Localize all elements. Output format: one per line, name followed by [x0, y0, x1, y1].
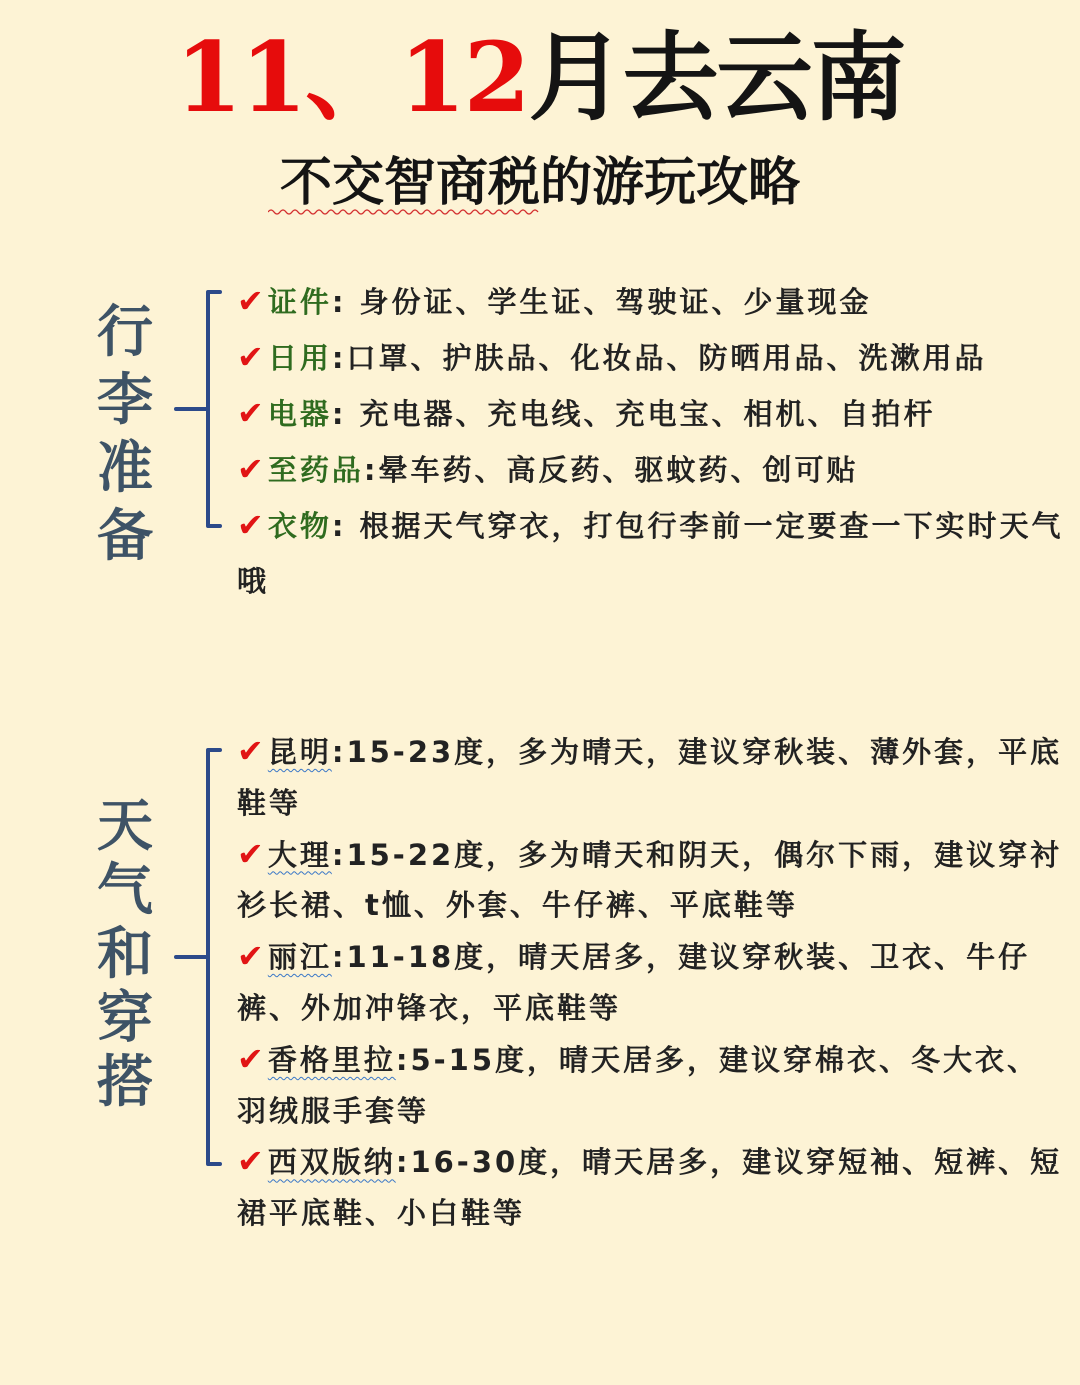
list-item: [237, 386, 1067, 442]
item-separator: :: [331, 509, 347, 543]
item-text: 5-15度，晴天居多，建议穿棉衣、冬大衣、羽绒服手套等: [237, 1042, 1040, 1128]
section-label-weather: [92, 793, 158, 1115]
item-key: 衣物: [267, 509, 332, 543]
check-mark-icon: ✔: [237, 732, 264, 770]
title-black-part: 月去云南: [528, 21, 905, 134]
item-text: 身份证、学生证、驾驶证、少量现金: [346, 285, 872, 319]
check-mark-icon: ✔: [237, 338, 264, 376]
section-label-char: 天: [97, 793, 153, 859]
subtitle-wavy-underline: [268, 208, 540, 216]
item-key: 昆明: [267, 735, 332, 769]
section-label-char: 备: [97, 503, 153, 569]
list-item: [237, 1136, 1067, 1239]
item-key: 至药品: [267, 453, 364, 487]
item-text: 口罩、护肤品、化妆品、防晒用品、洗漱用品: [346, 341, 987, 375]
list-item: [237, 1034, 1067, 1137]
section-label-char: 行: [97, 299, 153, 365]
item-separator: :: [331, 397, 347, 431]
item-text: 15-23度，多为晴天，建议穿秋装、薄外套，平底鞋等: [237, 735, 1063, 820]
section-label-char: 准: [97, 435, 153, 501]
check-mark-icon: ✔: [237, 506, 264, 544]
item-key: 西双版纳: [267, 1145, 396, 1180]
list-item: [237, 442, 1067, 498]
list-item: [237, 330, 1067, 386]
item-text: 16-30度，晴天居多，建议穿短袖、短裤、短裙平底鞋、小白鞋等: [237, 1145, 1063, 1231]
item-separator: :: [395, 1145, 411, 1180]
item-key: 日用: [267, 341, 332, 375]
item-separator: :: [331, 341, 347, 375]
check-mark-icon: ✔: [237, 1142, 264, 1181]
list-item: [237, 829, 1067, 932]
check-mark-icon: ✔: [237, 450, 264, 488]
item-text: 晕车药、高反药、驱蚊药、创可贴: [378, 453, 859, 487]
luggage-list: [237, 274, 1067, 609]
item-separator: :: [363, 453, 379, 487]
section-label-char: 和: [97, 921, 153, 987]
list-item: [237, 274, 1067, 330]
weather-list: [237, 726, 1067, 1239]
check-mark-icon: ✔: [237, 1039, 264, 1078]
title-red-part: 11、12: [175, 21, 529, 134]
item-separator: :: [331, 735, 347, 769]
page-title: [0, 18, 1080, 138]
check-mark-icon: ✔: [237, 394, 264, 432]
item-text: 充电器、充电线、充电宝、相机、自拍杆: [346, 397, 936, 431]
bracket-weather: [170, 744, 226, 1170]
check-mark-icon: ✔: [237, 282, 264, 320]
list-item: [237, 498, 1067, 609]
item-key: 香格里拉: [267, 1042, 396, 1077]
item-separator: :: [395, 1042, 411, 1077]
check-mark-icon: ✔: [237, 937, 264, 976]
section-label-char: 气: [97, 857, 153, 923]
item-text: 15-22度，多为晴天和阴天，偶尔下雨，建议穿衬衫长裙、t恤、外套、牛仔裤、平底鞋等: [237, 837, 1063, 923]
section-label-char: 搭: [97, 1049, 153, 1115]
list-item: [237, 726, 1067, 829]
section-label-char: 李: [97, 367, 153, 433]
item-text: 根据天气穿衣，打包行李前一定要查一下实时天气哦: [237, 509, 1064, 598]
item-separator: :: [331, 837, 347, 872]
item-key: 丽江: [267, 940, 332, 975]
list-item: [237, 931, 1067, 1034]
item-separator: :: [331, 940, 347, 975]
section-label-luggage: [92, 299, 158, 569]
bracket-luggage: [170, 286, 226, 532]
item-key: 证件: [267, 285, 332, 319]
item-text: 11-18度，晴天居多，建议穿秋装、卫衣、牛仔裤、外加冲锋衣，平底鞋等: [237, 940, 1031, 1025]
check-mark-icon: ✔: [237, 834, 264, 873]
item-key: 电器: [267, 397, 332, 431]
page-subtitle: 不交智商税的游玩攻略: [279, 152, 800, 213]
item-separator: :: [331, 285, 347, 319]
item-key: 大理: [267, 837, 332, 872]
section-label-char: 穿: [97, 985, 153, 1051]
